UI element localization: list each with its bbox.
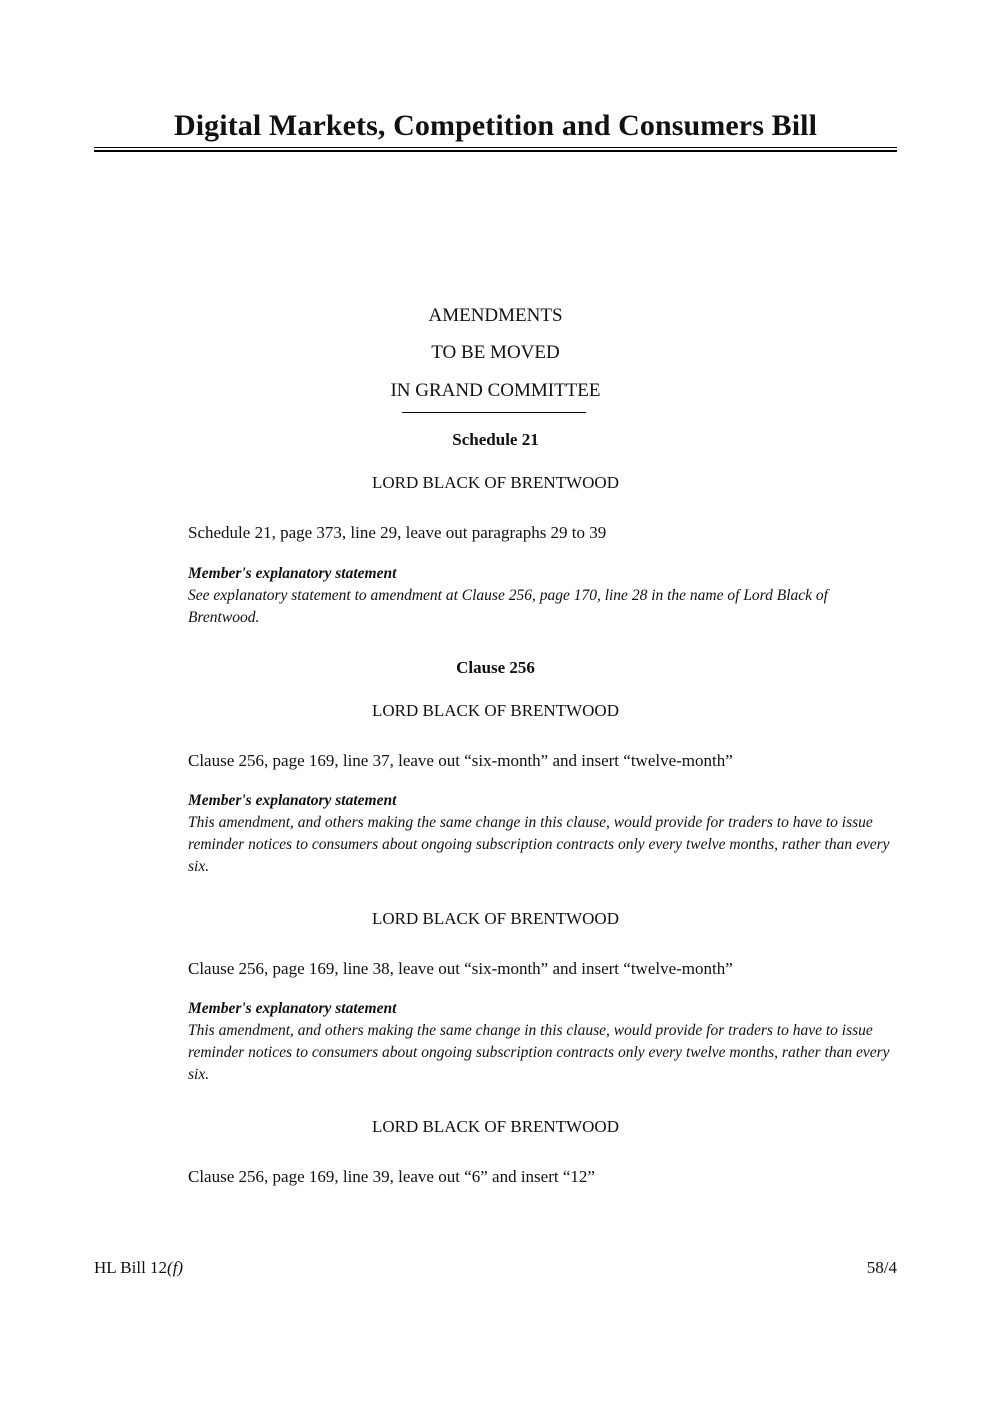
amendment-text: Schedule 21, page 373, line 29, leave out paragraphs 29 to 39	[188, 523, 607, 542]
amendment-text: Clause 256, page 169, line 37, leave out “six-month” and insert “twelve-month”	[188, 751, 733, 770]
bill-ref-prefix: HL Bill 12	[94, 1258, 168, 1277]
section-heading-schedule-21: Schedule 21	[452, 430, 539, 449]
title-rule-thick	[94, 150, 897, 152]
preamble-line-2: TO BE MOVED	[431, 342, 560, 363]
amendment-sponsor: LORD BLACK OF BRENTWOOD	[372, 701, 619, 720]
explanatory-statement	[188, 998, 900, 1086]
document-title: Digital Markets, Competition and Consumers Bill	[173, 109, 818, 142]
preamble-line-1: AMENDMENTS	[428, 305, 563, 326]
amendment-text: Clause 256, page 169, line 38, leave out “six-month” and insert “twelve-month”	[188, 959, 733, 978]
section-heading-clause-256: Clause 256	[456, 658, 535, 677]
explanatory-statement	[188, 790, 900, 878]
statement-title: Member's explanatory statement	[188, 1000, 397, 1017]
statement-body: See explanatory statement to amendment at Clause 256, page 170, line 28 in the name of Lord Black of Brentwood.	[188, 587, 828, 626]
footer-page-reference: 58/4	[866, 1258, 897, 1277]
statement-body: This amendment, and others making the same change in this clause, would provide for traders to have to issue reminder notices to consumers about ongoing subscription contracts only every twelve months, rather than every six.	[188, 814, 890, 875]
bill-ref-suffix: (f)	[167, 1258, 184, 1277]
amendment-sponsor: LORD BLACK OF BRENTWOOD	[372, 909, 619, 928]
amendment-sponsor: LORD BLACK OF BRENTWOOD	[372, 1117, 619, 1136]
amendment-sponsor: LORD BLACK OF BRENTWOOD	[372, 473, 619, 492]
statement-title: Member's explanatory statement	[188, 792, 397, 809]
preamble-divider	[402, 412, 586, 413]
explanatory-statement	[188, 563, 900, 629]
title-rule	[94, 147, 897, 148]
statement-title: Member's explanatory statement	[188, 565, 397, 582]
statement-body: This amendment, and others making the same change in this clause, would provide for traders to have to issue reminder notices to consumers about ongoing subscription contracts only every twelve months, rather than every six.	[188, 1022, 890, 1083]
amendment-text: Clause 256, page 169, line 39, leave out “6” and insert “12”	[188, 1167, 595, 1186]
preamble-line-3: IN GRAND COMMITTEE	[390, 380, 601, 401]
footer-bill-reference	[94, 1257, 183, 1279]
